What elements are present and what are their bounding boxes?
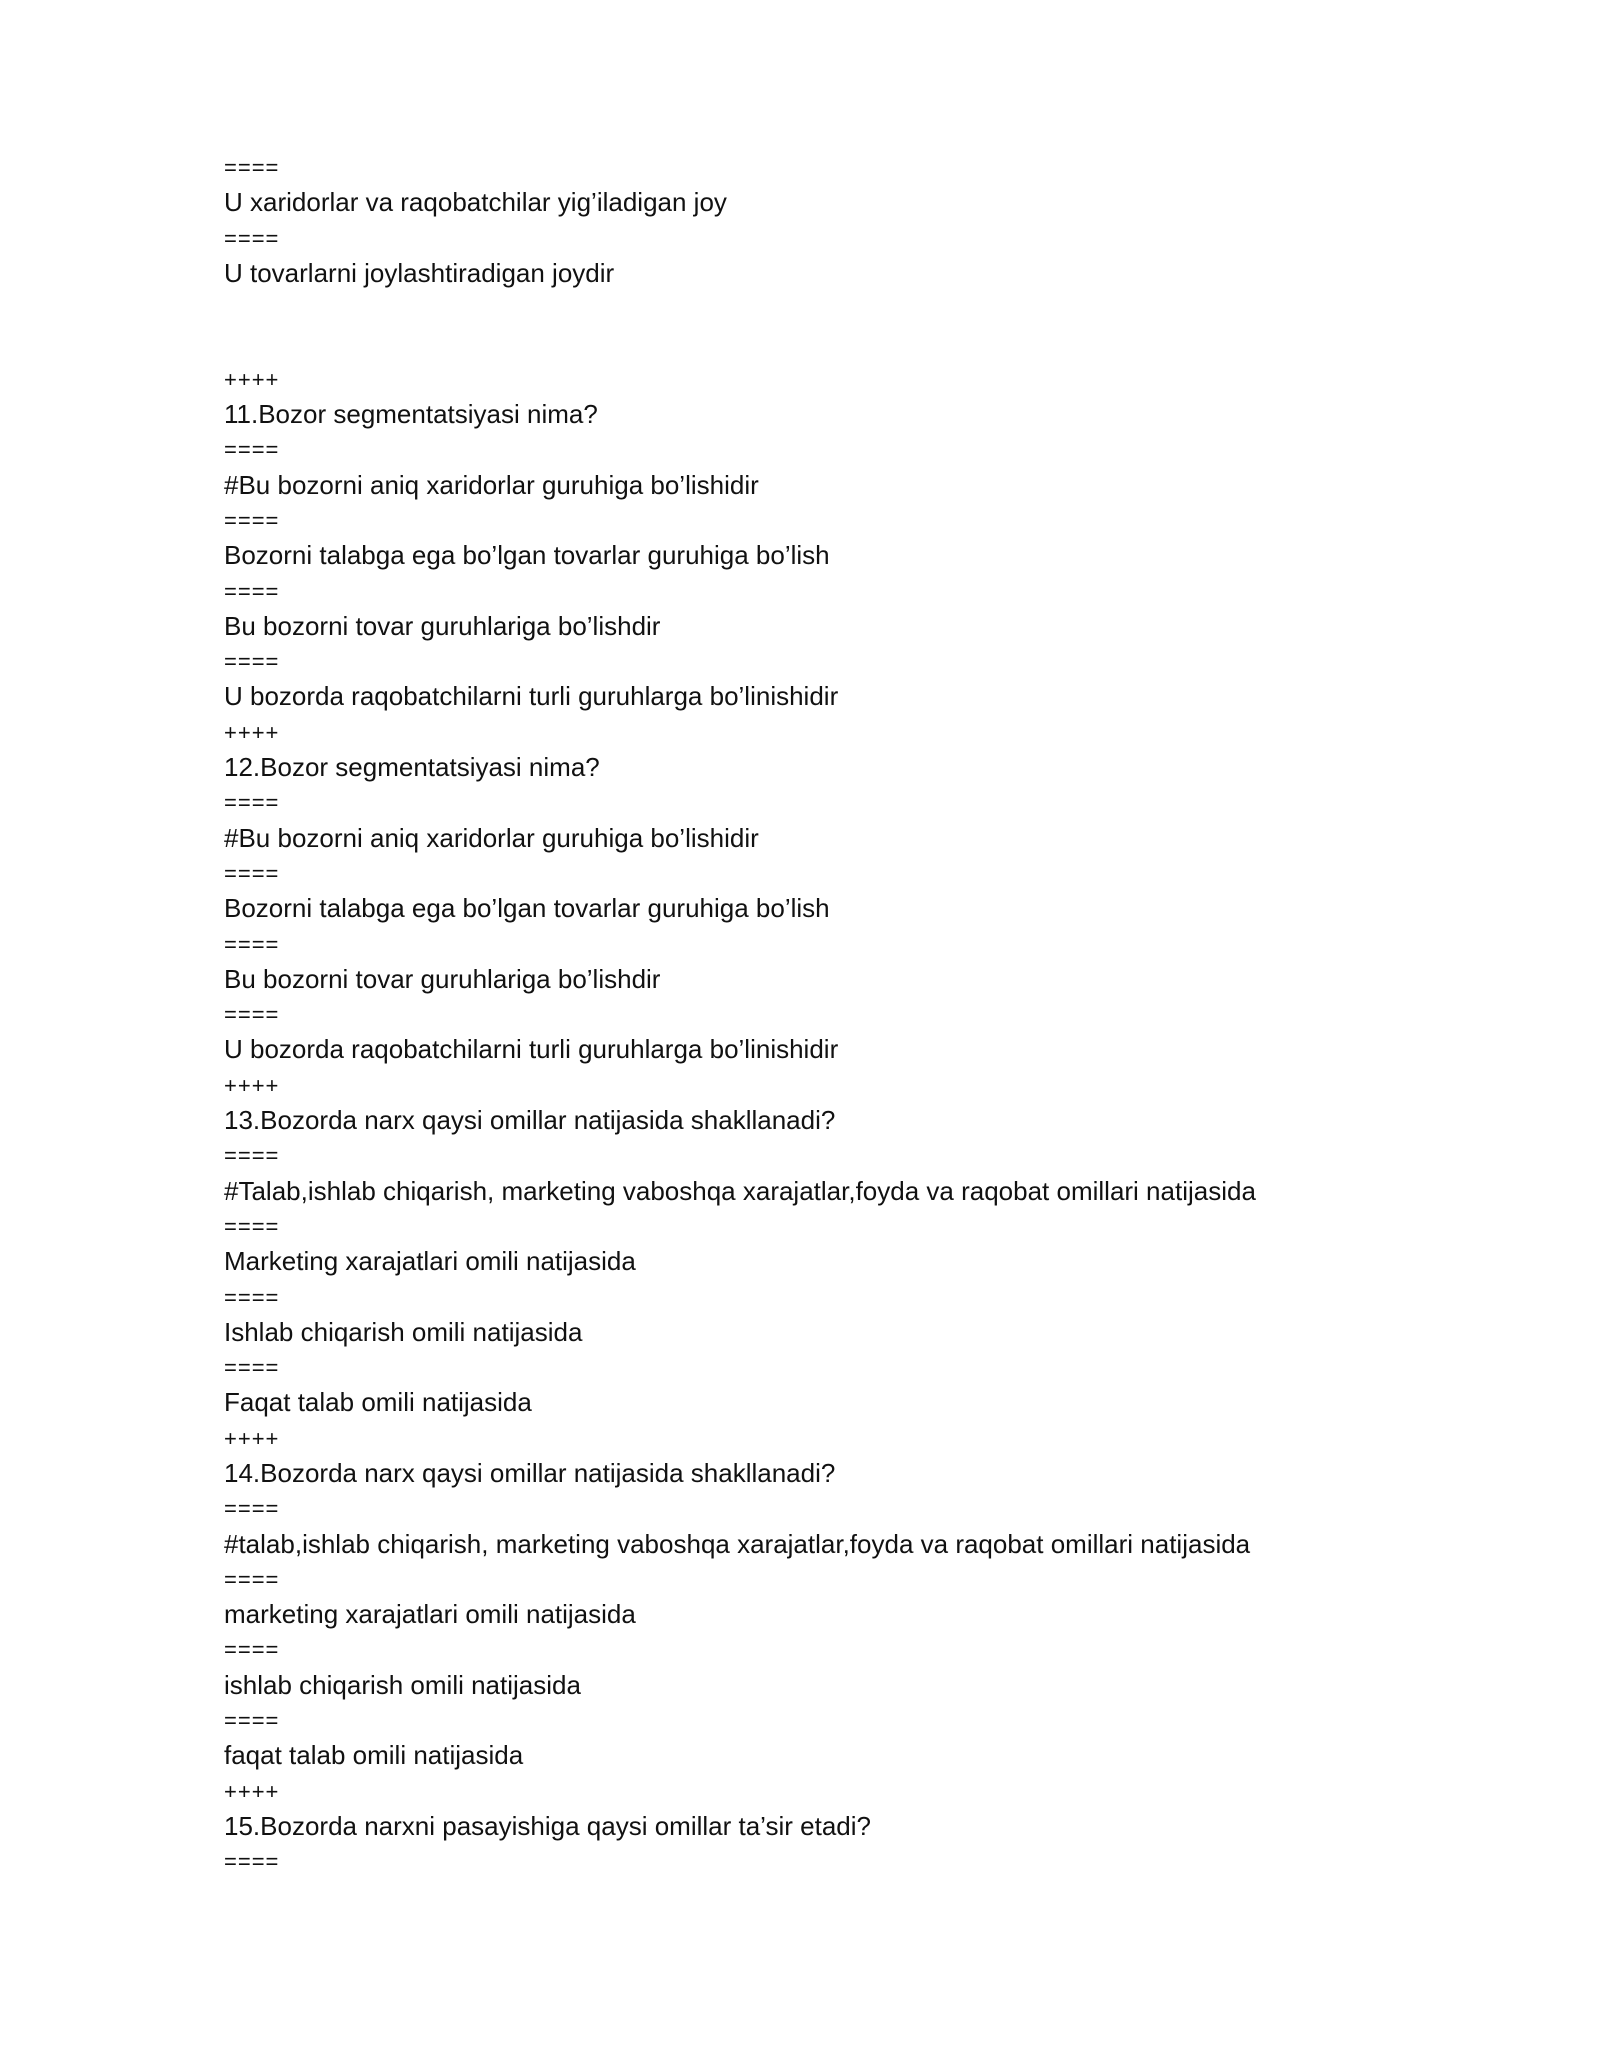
option-separator: ==== [224,1637,280,1663]
answer-option: Bu bozorni tovar guruhlariga bo’lishdir [224,610,661,641]
correct-answer-option: #Bu bozorni aniq xaridorlar guruhiga bo’lishidir [224,469,759,500]
correct-answer-option: #Bu bozorni aniq xaridorlar guruhiga bo’lishidir [224,822,759,853]
option-separator: ==== [224,1143,280,1169]
option-separator: ==== [224,931,280,957]
option-separator: ==== [224,437,280,463]
option-separator: ==== [224,1284,280,1310]
option-separator: ==== [224,155,280,180]
question-text: 12.Bozor segmentatsiyasi nima? [224,752,600,783]
question-separator: ++++ [224,719,280,745]
question-separator: ++++ [224,366,280,392]
document-body [224,150,1424,1880]
answer-option: U bozorda raqobatchilarni turli guruhlarga bo’linishidir [224,1034,839,1065]
question-text: 14.Bozorda narx qaysi omillar natijasida shakllanadi? [224,1457,836,1488]
answer-option: faqat talab omili natijasida [224,1740,524,1771]
answer-option: Bozorni talabga ega bo’lgan tovarlar guruhiga bo’lish [224,540,830,571]
answer-option: Marketing xarajatlari omili natijasida [224,1246,636,1277]
option-separator: ==== [224,1566,280,1592]
option-separator: ==== [224,1708,280,1734]
question-separator: ++++ [224,1072,280,1098]
answer-option: U xaridorlar va raqobatchilar yig’iladigan joy [224,187,727,218]
option-separator: ==== [224,1496,280,1522]
correct-answer-option: #talab,ishlab chiqarish, marketing vaboshqa xarajatlar,foyda va raqobat omillari natijasida [224,1528,1251,1559]
option-separator: ==== [224,1002,280,1028]
option-separator: ==== [224,225,280,251]
blank-line [224,326,1424,361]
option-separator: ==== [224,507,280,533]
answer-option: Faqat talab omili natijasida [224,1387,532,1418]
question-text: 13.Bozorda narx qaysi omillar natijasida shakllanadi? [224,1105,836,1136]
answer-option: marketing xarajatlari omili natijasida [224,1599,636,1630]
answer-option: Ishlab chiqarish omili natijasida [224,1316,583,1347]
answer-option: U tovarlarni joylashtiradigan joydir [224,257,615,288]
option-separator: ==== [224,649,280,675]
question-separator: ++++ [224,1778,280,1804]
answer-option: Bozorni talabga ega bo’lgan tovarlar guruhiga bo’lish [224,893,830,924]
question-text: 15.Bozorda narxni pasayishiga qaysi omillar ta’sir etadi? [224,1810,871,1841]
answer-option: U bozorda raqobatchilarni turli guruhlarga bo’linishidir [224,681,839,712]
answer-option: ishlab chiqarish omili natijasida [224,1669,581,1700]
answer-option: Bu bozorni tovar guruhlariga bo’lishdir [224,963,661,994]
correct-answer-option: #Talab,ishlab chiqarish, marketing vaboshqa xarajatlar,foyda va raqobat omillari natijasida [224,1175,1256,1206]
question-text: 11.Bozor segmentatsiyasi nima? [224,399,598,430]
option-separator: ==== [224,860,280,886]
option-separator: ==== [224,1213,280,1239]
option-separator: ==== [224,578,280,604]
blank-line [224,291,1424,326]
option-separator: ==== [224,1355,280,1381]
question-separator: ++++ [224,1425,280,1451]
option-separator: ==== [224,1849,280,1875]
option-separator: ==== [224,790,280,816]
